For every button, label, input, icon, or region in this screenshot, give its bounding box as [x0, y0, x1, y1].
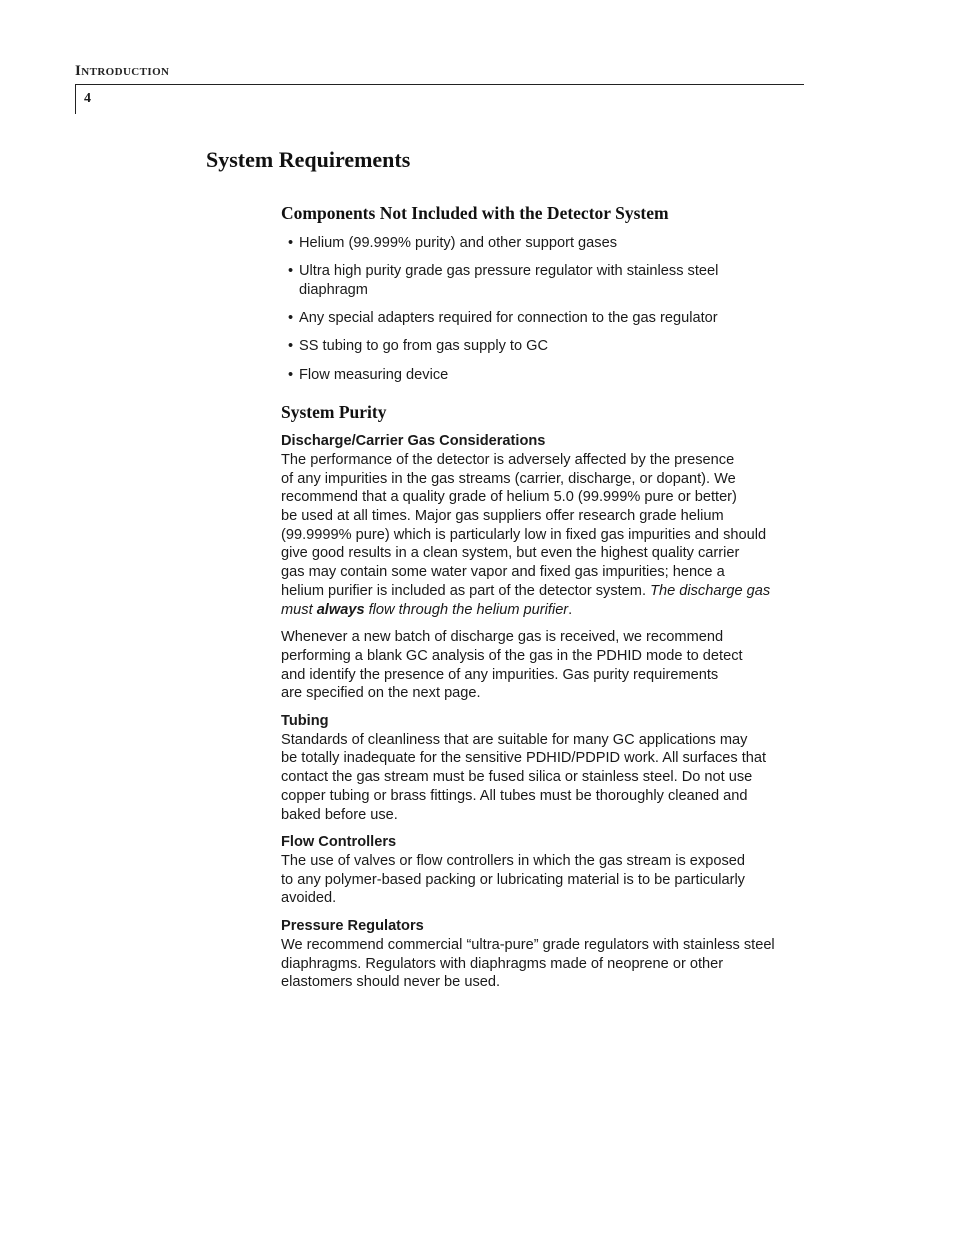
components-heading: Components Not Included with the Detector System [281, 203, 669, 223]
list-item: • Flow measuring device [288, 366, 449, 383]
system-purity-heading: System Purity [281, 402, 387, 423]
list-item: • Ultra high purity grade gas pressure regulator with stainless steel diaphragm [288, 263, 719, 298]
discharge-paragraph-1: The performance of the detector is adversely affected by the presence of any impurities in the gas streams (carrier, discharge, or dopant). We recommend that a quality grade of helium 5.0 (99.999% pure or better) be used at all times. Major gas suppliers offer research grade helium (99.9999% pure) which is particularly low in fixed gas impurities and should give good results in a clean system, but even the highest quality carrier gas may contain some water vapor and fixed gas impurities; hence a helium purifier is included as part of the detector system. The discharge gas must always flow through the helium purifier. [281, 451, 771, 618]
flow-controllers-heading: Flow Controllers [281, 834, 397, 851]
list-item: • Helium (99.999% purity) and other support gases [288, 235, 617, 251]
pressure-regulators-heading: Pressure Regulators [281, 918, 424, 935]
header-rule [75, 84, 804, 85]
tubing-section [281, 712, 806, 824]
bullet-icon: • [288, 366, 294, 383]
pressure-regulators-section [281, 917, 806, 992]
pressure-regulators-paragraph: We recommend commercial “ultra-pure” grade regulators with stainless steel diaphragms. Regulators with diaphragms made of neoprene or other elastomers should never be used. [281, 936, 775, 991]
list-item: • SS tubing to go from gas supply to GC [288, 338, 549, 355]
tubing-paragraph: Standards of cleanliness that are suitable for many GC applications may be totally inadequate for the sensitive PDHID/PDPID work. All surfaces that contact the gas stream must be fused silica or stainless steel. Do not use copper tubing or brass fittings. All tubes must be thoroughly cleaned and baked before use. [281, 731, 767, 823]
bullet-icon: • [288, 263, 294, 280]
bullet-icon: • [288, 310, 294, 327]
discharge-section [281, 432, 806, 703]
discharge-paragraph-2: Whenever a new batch of discharge gas is received, we recommend performing a blank GC analysis of the gas in the PDHID mode to detect and identify the presence of any impurities. Gas purity requirements are specified on the next page. [281, 629, 743, 702]
list-item: • Any special adapters required for connection to the gas regulator [288, 310, 718, 327]
page-number: 4 [84, 91, 91, 106]
running-head-title: Introduction [75, 63, 170, 79]
components-list [281, 234, 806, 384]
bullet-icon: • [288, 235, 294, 251]
discharge-heading: Discharge/Carrier Gas Considerations [281, 433, 546, 450]
bullet-icon: • [288, 338, 294, 355]
tubing-heading: Tubing [281, 713, 329, 730]
flow-controllers-paragraph: The use of valves or flow controllers in which the gas stream is exposed to any polymer-based packing or lubricating material is to be particularly avoided. [281, 852, 745, 907]
flow-controllers-section [281, 833, 806, 908]
main-content [281, 203, 806, 1001]
header-corner-rule [75, 84, 76, 114]
page-title: System Requirements [206, 147, 411, 172]
